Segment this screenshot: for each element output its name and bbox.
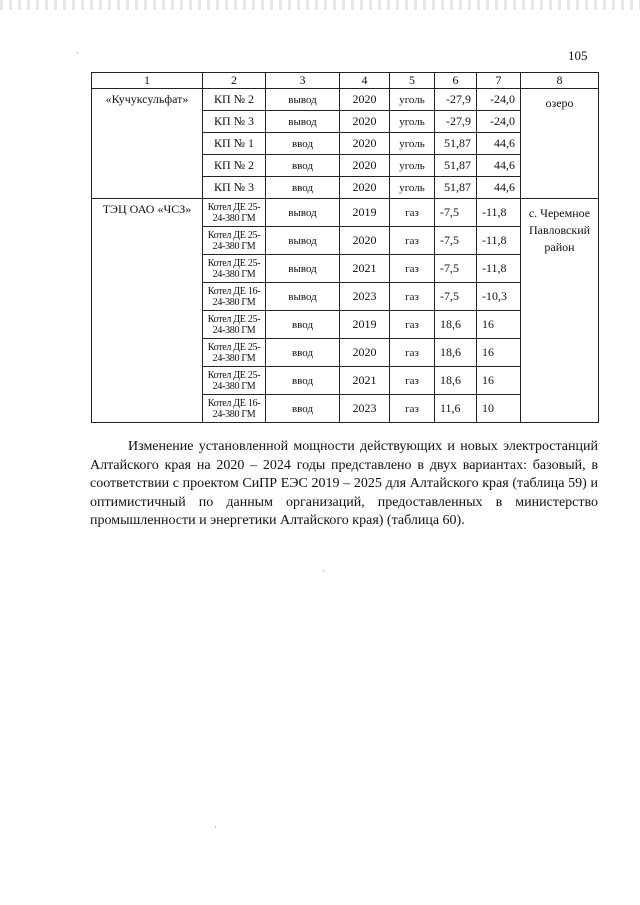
value6-cell: 51,87: [435, 177, 477, 199]
location-cell: с. Черемное Павловский район: [521, 199, 599, 423]
unit-cell: КП № 3: [203, 177, 266, 199]
unit-cell: КП № 2: [203, 89, 266, 111]
fuel-cell: газ: [390, 339, 435, 367]
mode-cell: вывод: [266, 227, 340, 255]
value7-cell: 44,6: [477, 133, 521, 155]
mode-cell: вывод: [266, 111, 340, 133]
unit-cell: Котел ДЕ 16-24-380 ГМ: [203, 395, 266, 423]
value6-cell: -7,5: [435, 199, 477, 227]
year-cell: 2020: [340, 339, 390, 367]
year-cell: 2020: [340, 155, 390, 177]
header-cell: 7: [477, 73, 521, 89]
year-cell: 2023: [340, 395, 390, 423]
value7-cell: -11,8: [477, 227, 521, 255]
table-row: [92, 89, 599, 111]
mode-cell: ввод: [266, 367, 340, 395]
plant-name: «Кучуксульфат»: [92, 89, 203, 199]
table-header-row: [92, 73, 599, 89]
value7-cell: -24,0: [477, 111, 521, 133]
value7-cell: 16: [477, 339, 521, 367]
year-cell: 2020: [340, 227, 390, 255]
value7-cell: -11,8: [477, 199, 521, 227]
unit-cell: Котел ДЕ 25-24-380 ГМ: [203, 311, 266, 339]
value6-cell: -7,5: [435, 227, 477, 255]
mode-cell: вывод: [266, 199, 340, 227]
fuel-cell: уголь: [390, 177, 435, 199]
unit-cell: КП № 2: [203, 155, 266, 177]
fuel-cell: газ: [390, 283, 435, 311]
body-paragraph: [90, 438, 598, 531]
year-cell: 2021: [340, 367, 390, 395]
location-cell: озеро: [521, 89, 599, 199]
unit-cell: Котел ДЕ 25-24-380 ГМ: [203, 227, 266, 255]
header-cell: 4: [340, 73, 390, 89]
header-cell: 3: [266, 73, 340, 89]
header-cell: 2: [203, 73, 266, 89]
unit-cell: КП № 3: [203, 111, 266, 133]
scan-artifact-strip: [0, 0, 640, 10]
year-cell: 2020: [340, 177, 390, 199]
fuel-cell: газ: [390, 199, 435, 227]
value7-cell: 44,6: [477, 177, 521, 199]
year-cell: 2019: [340, 199, 390, 227]
value7-cell: -11,8: [477, 255, 521, 283]
fuel-cell: газ: [390, 255, 435, 283]
year-cell: 2020: [340, 89, 390, 111]
value7-cell: 16: [477, 367, 521, 395]
mode-cell: вывод: [266, 255, 340, 283]
fuel-cell: газ: [390, 227, 435, 255]
fuel-cell: газ: [390, 311, 435, 339]
value7-cell: 16: [477, 311, 521, 339]
value6-cell: -7,5: [435, 255, 477, 283]
mode-cell: ввод: [266, 133, 340, 155]
year-cell: 2021: [340, 255, 390, 283]
mode-cell: вывод: [266, 283, 340, 311]
fuel-cell: газ: [390, 367, 435, 395]
fuel-cell: газ: [390, 395, 435, 423]
fuel-cell: уголь: [390, 155, 435, 177]
value6-cell: 51,87: [435, 133, 477, 155]
fuel-cell: уголь: [390, 133, 435, 155]
mode-cell: ввод: [266, 177, 340, 199]
value6-cell: -27,9: [435, 89, 477, 111]
unit-cell: Котел ДЕ 25-24-380 ГМ: [203, 255, 266, 283]
value7-cell: 44,6: [477, 155, 521, 177]
fuel-cell: уголь: [390, 89, 435, 111]
value6-cell: 18,6: [435, 311, 477, 339]
value6-cell: 11,6: [435, 395, 477, 423]
year-cell: 2020: [340, 133, 390, 155]
unit-cell: Котел ДЕ 25-24-380 ГМ: [203, 199, 266, 227]
value7-cell: 10: [477, 395, 521, 423]
year-cell: 2023: [340, 283, 390, 311]
mode-cell: ввод: [266, 311, 340, 339]
unit-cell: КП № 1: [203, 133, 266, 155]
mode-cell: ввод: [266, 155, 340, 177]
header-cell: 5: [390, 73, 435, 89]
value6-cell: 18,6: [435, 367, 477, 395]
mode-cell: ввод: [266, 339, 340, 367]
header-cell: 8: [521, 73, 599, 89]
page-number: 105: [568, 48, 588, 63]
value7-cell: -24,0: [477, 89, 521, 111]
value6-cell: 18,6: [435, 339, 477, 367]
scan-speck: ·: [322, 566, 325, 576]
value6-cell: 51,87: [435, 155, 477, 177]
header-cell: 6: [435, 73, 477, 89]
scan-speck: ·: [214, 822, 217, 832]
unit-cell: Котел ДЕ 16-24-380 ГМ: [203, 283, 266, 311]
scan-speck: ·: [76, 48, 79, 58]
power-plants-table: [91, 72, 599, 423]
table-row: [92, 199, 599, 227]
year-cell: 2019: [340, 311, 390, 339]
plant-name: ТЭЦ ОАО «ЧСЗ»: [92, 199, 203, 423]
value6-cell: -7,5: [435, 283, 477, 311]
mode-cell: ввод: [266, 395, 340, 423]
mode-cell: вывод: [266, 89, 340, 111]
value7-cell: -10,3: [477, 283, 521, 311]
value6-cell: -27,9: [435, 111, 477, 133]
unit-cell: Котел ДЕ 25-24-380 ГМ: [203, 339, 266, 367]
fuel-cell: уголь: [390, 111, 435, 133]
unit-cell: Котел ДЕ 25-24-380 ГМ: [203, 367, 266, 395]
header-cell: 1: [92, 73, 203, 89]
paragraph-text: Изменение установленной мощности действующих и новых электростанций Алтайского края на 2020 – 2024 годы представлено в двух вариантах: базовый, в соответствии с проектом СиПР ЕЭС 2019 – 2025 для Алтайского края (таблица 59) и оптимистичный по данным организаций, предоставленных в министерство промышленности и энергетики Алтайского края) (таблица 60).: [90, 439, 598, 528]
year-cell: 2020: [340, 111, 390, 133]
